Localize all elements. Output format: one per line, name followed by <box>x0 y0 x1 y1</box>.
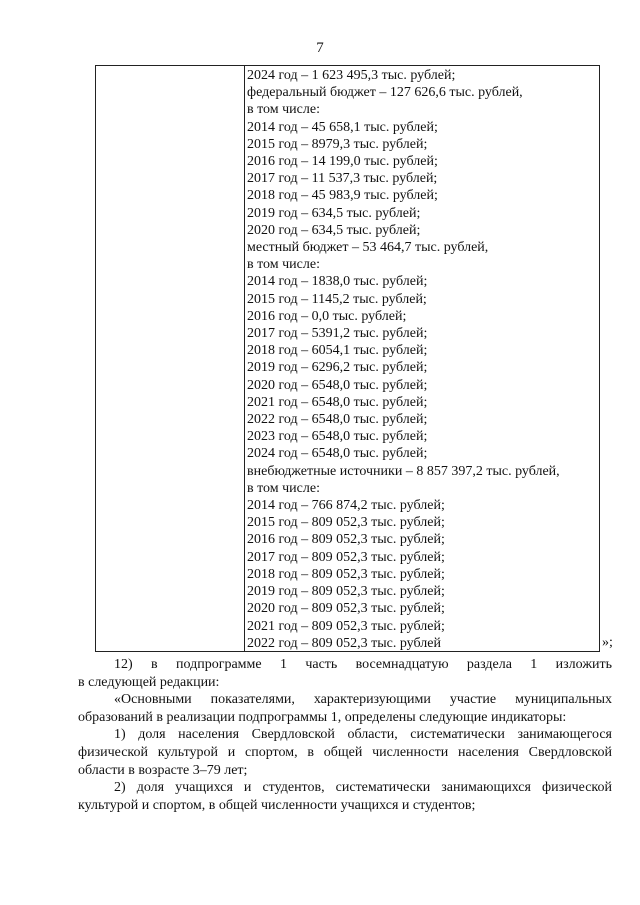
paragraph-item-12-continuation: в следующей редакции: <box>78 674 220 690</box>
paragraph-indicator-2: 2) доля учащихся и студентов, систематически занимающихся физической культурой и спортом, в общей численности учащихся и студентов; <box>78 780 612 813</box>
budget-line: 2017 год – 809 052,3 тыс. рублей; <box>247 549 445 565</box>
budget-line: 2020 год – 634,5 тыс. рублей; <box>247 222 421 238</box>
document-body <box>78 656 612 814</box>
budget-line: 2020 год – 809 052,3 тыс. рублей; <box>247 601 445 617</box>
budget-line: федеральный бюджет – 127 626,6 тыс. рублей, <box>247 85 523 101</box>
paragraph-indicators-intro: «Основными показателями, характеризующими участие муниципальных образований в реализации подпрограммы 1, определены следующие индикаторы: <box>78 692 612 725</box>
budget-line: в том числе: <box>247 480 320 496</box>
budget-line: внебюджетные источники – 8 857 397,2 тыс. рублей, <box>247 463 560 479</box>
paragraph-item-12: 12) в подпрограмме 1 часть восемнадцатую раздела 1 изложить <box>114 657 612 672</box>
budget-line: 2016 год – 14 199,0 тыс. рублей; <box>247 154 438 170</box>
budget-line: 2021 год – 6548,0 тыс. рублей; <box>247 394 428 410</box>
budget-line: 2014 год – 766 874,2 тыс. рублей; <box>247 498 445 514</box>
budget-line: в том числе: <box>247 102 320 118</box>
budget-line: 2019 год – 809 052,3 тыс. рублей; <box>247 584 445 600</box>
page-number: 7 <box>316 40 324 56</box>
budget-lines-list <box>247 67 595 652</box>
budget-line: 2015 год – 8979,3 тыс. рублей; <box>247 136 428 152</box>
budget-line: 2019 год – 634,5 тыс. рублей; <box>247 205 421 221</box>
budget-line: 2018 год – 45 983,9 тыс. рублей; <box>247 188 438 204</box>
budget-line: 2017 год – 11 537,3 тыс. рублей; <box>247 171 438 187</box>
budget-line: 2024 год – 1 623 495,3 тыс. рублей; <box>247 68 456 83</box>
budget-line: 2023 год – 6548,0 тыс. рублей; <box>247 429 428 445</box>
paragraph-indicator-1: 1) доля населения Свердловской области, систематически занимающегося физической культурой и спортом, в общей численности населения Свердловской области в возрасте 3–79 лет; <box>78 727 612 778</box>
budget-table <box>95 65 600 652</box>
budget-line: 2021 год – 809 052,3 тыс. рублей; <box>247 618 445 634</box>
budget-line: 2017 год – 5391,2 тыс. рублей; <box>247 326 428 342</box>
budget-line: 2014 год – 1838,0 тыс. рублей; <box>247 274 428 290</box>
budget-line: в том числе: <box>247 257 320 273</box>
budget-line: 2019 год – 6296,2 тыс. рублей; <box>247 360 428 376</box>
closing-quote: »; <box>602 635 613 650</box>
budget-line: 2015 год – 1145,2 тыс. рублей; <box>247 291 427 307</box>
budget-line: местный бюджет – 53 464,7 тыс. рублей, <box>247 240 489 256</box>
budget-line: 2018 год – 809 052,3 тыс. рублей; <box>247 566 445 582</box>
budget-line: 2014 год – 45 658,1 тыс. рублей; <box>247 119 438 135</box>
budget-line: 2018 год – 6054,1 тыс. рублей; <box>247 343 428 359</box>
budget-line: 2016 год – 0,0 тыс. рублей; <box>247 308 407 324</box>
budget-line: 2022 год – 809 052,3 тыс. рублей <box>247 635 441 651</box>
budget-line: 2015 год – 809 052,3 тыс. рублей; <box>247 515 445 531</box>
budget-line: 2020 год – 6548,0 тыс. рублей; <box>247 377 428 393</box>
budget-line: 2022 год – 6548,0 тыс. рублей; <box>247 412 428 428</box>
budget-line: 2024 год – 6548,0 тыс. рублей; <box>247 446 428 462</box>
table-column-divider <box>244 66 245 651</box>
budget-line: 2016 год – 809 052,3 тыс. рублей; <box>247 532 445 548</box>
